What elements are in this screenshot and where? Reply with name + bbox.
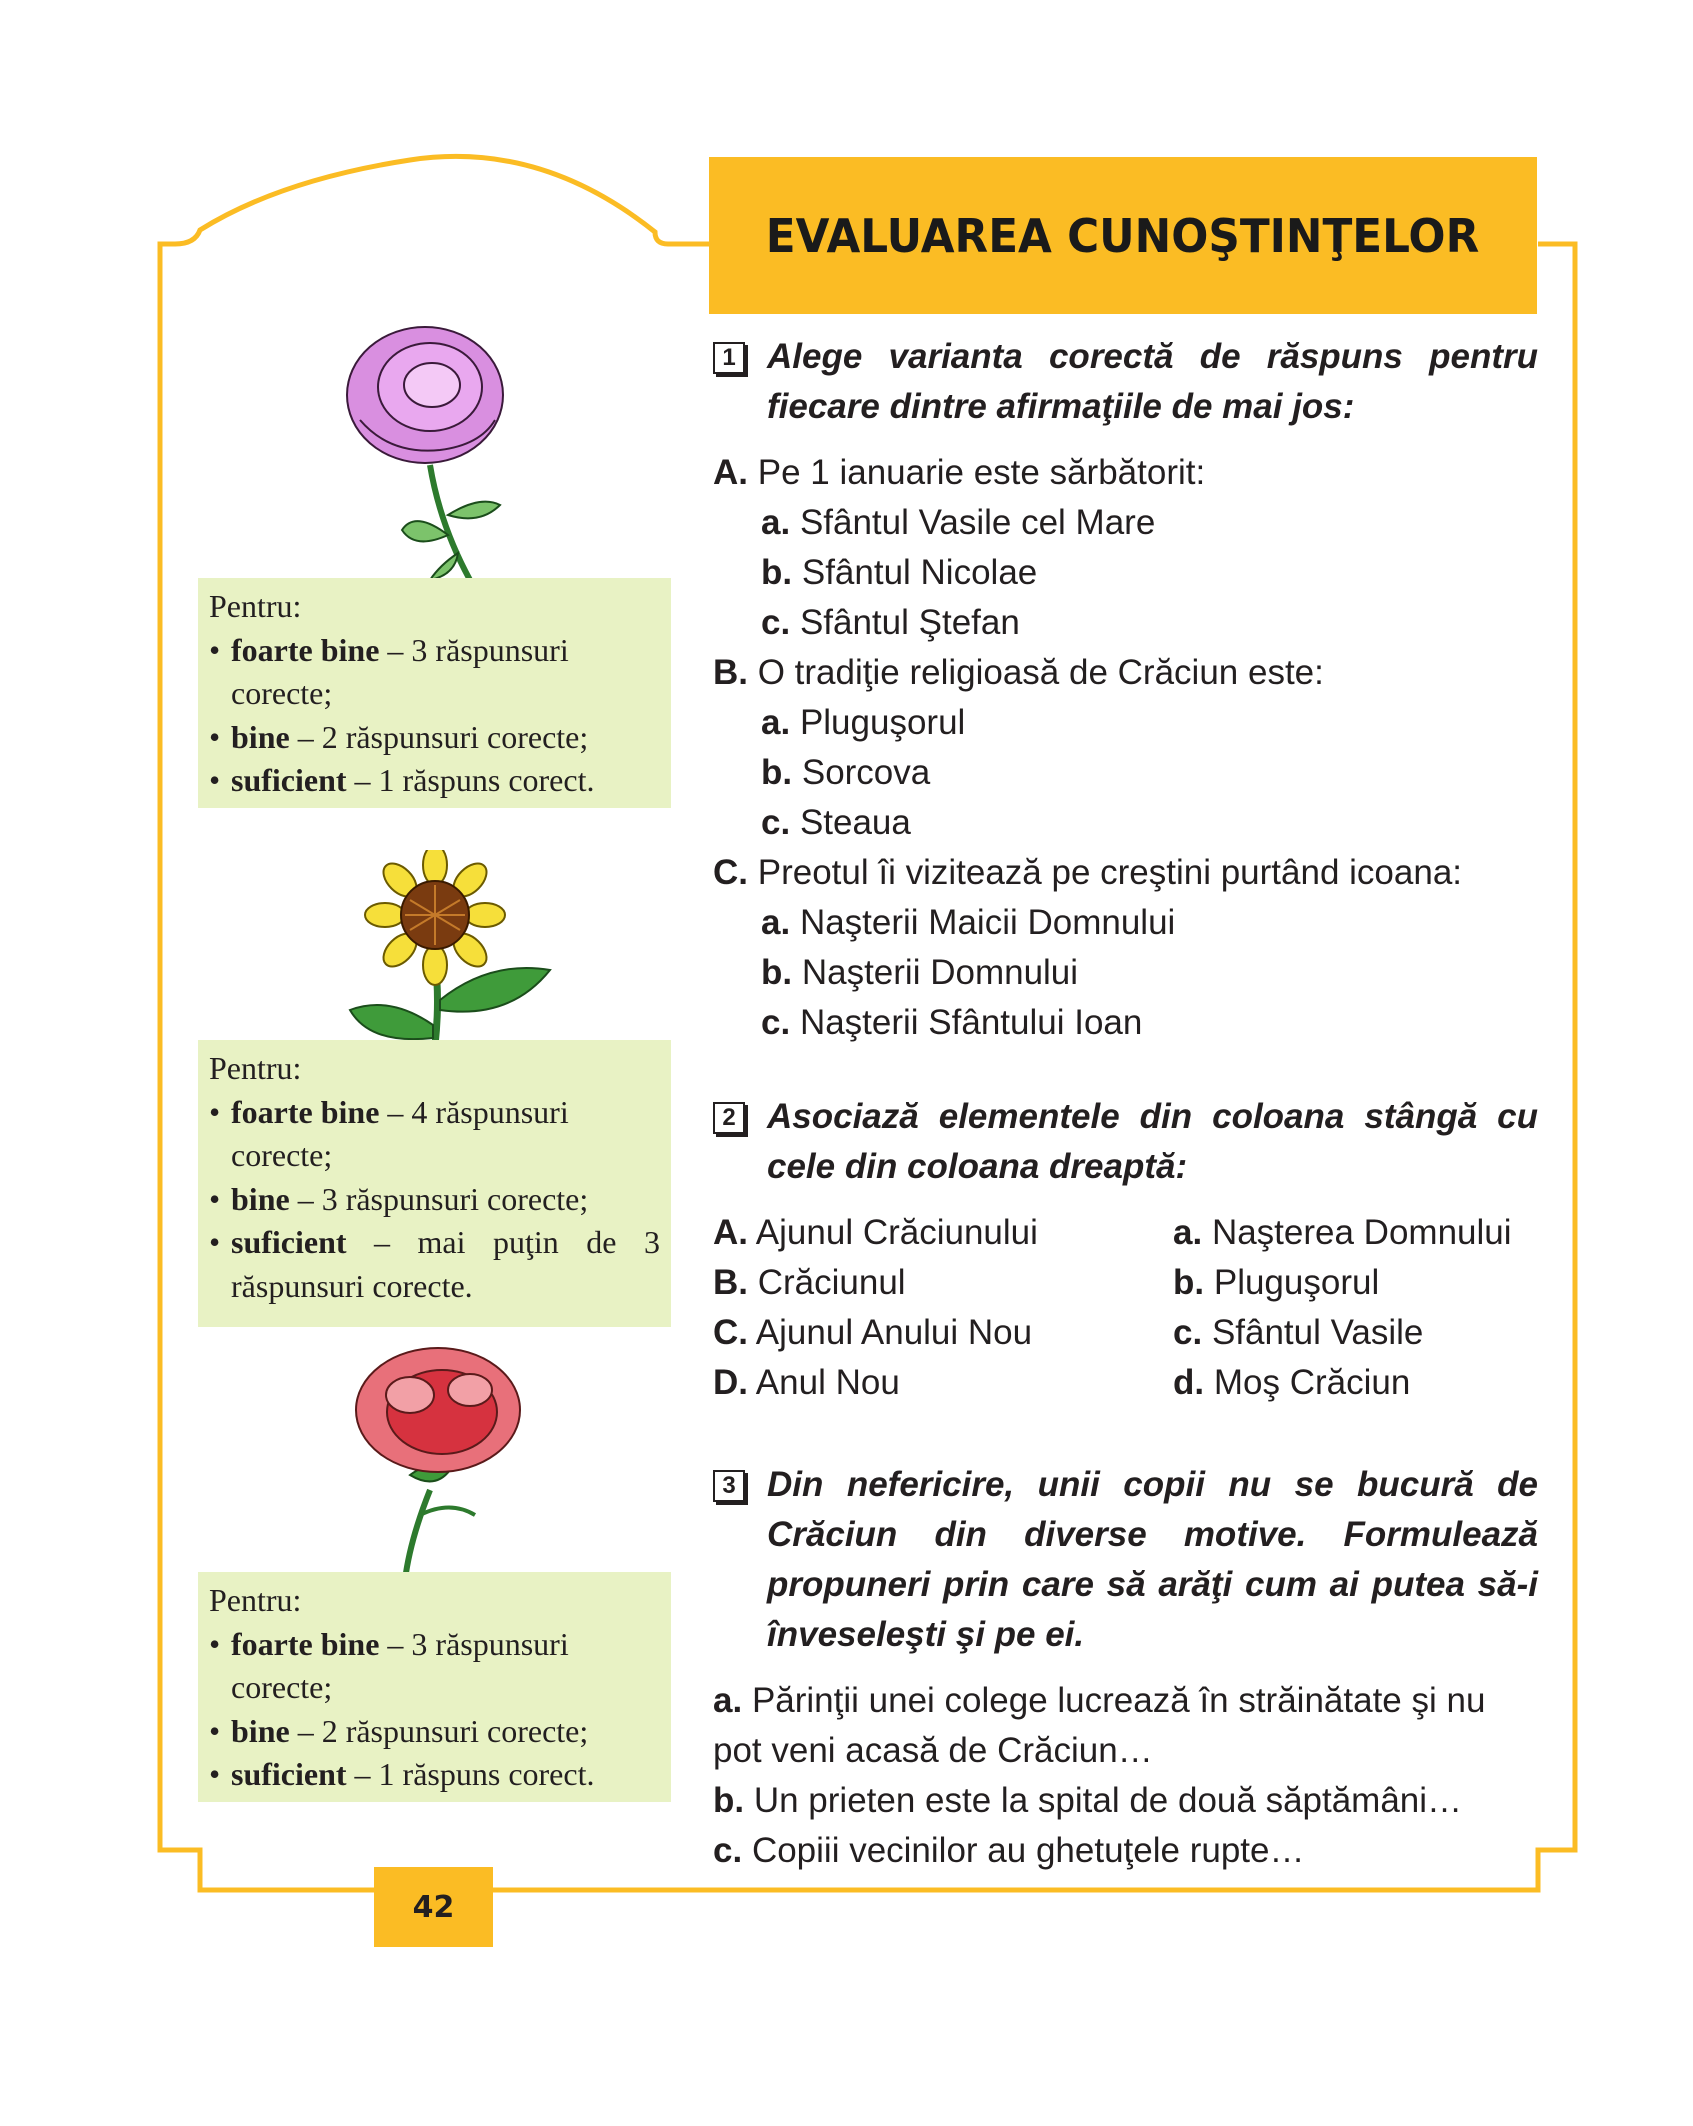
score-item: • suficient – 1 răspuns corect. [209, 1756, 595, 1792]
score-item: • foarte bine – 3 răspunsuri corecte; [209, 1625, 569, 1705]
option: c. Naşterii Sfântului Ioan [761, 1003, 1143, 1042]
task-number: 2 [713, 1102, 745, 1134]
score-pentru: Pentru: [209, 1050, 302, 1086]
assoc-right-item: c. Sfântul Vasile [1173, 1313, 1424, 1352]
task-instruction: Alege varianta corectă de răspuns pentru fiecare dintre afirmaţiile de mai jos: [767, 337, 1538, 426]
option: c. Steaua [761, 803, 911, 842]
question-c: C. Preotul îi vizitează pe creştini purtând icoana: a. Naşterii Maicii Domnului b. Naşterii Domnului c. Naşterii Sfântului Ioan [713, 848, 1538, 1048]
page-number-badge [374, 1867, 493, 1947]
option: a. Pluguşorul [761, 703, 966, 742]
assoc-left-item: A. Ajunul Crăciunului [713, 1213, 1038, 1252]
assoc-left-item: B. Crăciunul [713, 1263, 906, 1302]
question-b: B. O tradiţie religioasă de Crăciun este: a. Pluguşorul b. Sorcova c. Steaua [713, 648, 1538, 848]
score-item: • foarte bine – 4 răspunsuri corecte; [209, 1093, 569, 1173]
score-box-3 [198, 1572, 671, 1802]
rose-icon [330, 325, 530, 580]
sunflower-icon [340, 850, 555, 1045]
situation-item: c. Copiii vecinilor au ghetuţele rupte… [713, 1831, 1305, 1870]
assoc-right-item: b. Pluguşorul [1173, 1263, 1380, 1302]
page-title: EVALUAREA CUNOŞTINŢELOR [766, 208, 1480, 263]
situation-item: a. Părinţii unei colege lucrează în străinătate şi nu pot veni acasă de Crăciun… [713, 1681, 1486, 1770]
score-item: • bine – 2 răspunsuri corecte; [209, 1712, 589, 1749]
task-instruction: Asociază elementele din coloana stângă cu cele din coloana dreaptă: [767, 1097, 1538, 1186]
page-number: 42 [412, 1889, 455, 1925]
task-instruction: Din nefericire, unii copii nu se bucură de Crăciun din diverse motive. Formulează propuneri prin care să arăţi cum ai putea să-i înveseleşti şi pe ei. [767, 1465, 1538, 1654]
score-box-2 [198, 1040, 671, 1327]
option: a. Sfântul Vasile cel Mare [761, 503, 1156, 542]
assoc-right-item: d. Moş Crăciun [1173, 1363, 1411, 1402]
situation-item: b. Un prieten este la spital de două săptămâni… [713, 1781, 1463, 1820]
score-pentru: Pentru: [209, 588, 302, 624]
option: b. Sorcova [761, 753, 931, 792]
score-item: • bine – 2 răspunsuri corecte; [209, 718, 589, 755]
task-number: 3 [713, 1470, 745, 1502]
task-number: 1 [713, 342, 745, 374]
option: b. Naşterii Domnului [761, 953, 1079, 992]
assoc-left-item: C. Ajunul Anului Nou [713, 1313, 1033, 1352]
association-columns [713, 1208, 1538, 1408]
title-banner [709, 157, 1537, 314]
assoc-right-item: a. Naşterea Domnului [1173, 1213, 1512, 1252]
option: c. Sfântul Ştefan [761, 603, 1020, 642]
option: b. Sfântul Nicolae [761, 553, 1038, 592]
task-2 [713, 1092, 1538, 1192]
task-3 [713, 1460, 1538, 1660]
option: a. Naşterii Maicii Domnului [761, 903, 1176, 942]
score-pentru: Pentru: [209, 1582, 302, 1618]
score-item: • foarte bine – 3 răspunsuri corecte; [209, 631, 569, 711]
carnation-icon [350, 1340, 525, 1580]
score-item: • suficient – 1 răspuns corect. [209, 762, 595, 798]
question-a: A. Pe 1 ianuarie este sărbătorit: a. Sfântul Vasile cel Mare b. Sfântul Nicolae c. Sfântul Ştefan [713, 448, 1538, 648]
score-item: • bine – 3 răspunsuri corecte; [209, 1180, 589, 1217]
score-item: • suficient – mai puţin de 3 răspunsuri corecte. [209, 1224, 660, 1304]
assoc-left-item: D. Anul Nou [713, 1363, 900, 1402]
score-box-1 [198, 578, 671, 808]
task-1 [713, 332, 1538, 432]
exercises [713, 332, 1538, 1876]
